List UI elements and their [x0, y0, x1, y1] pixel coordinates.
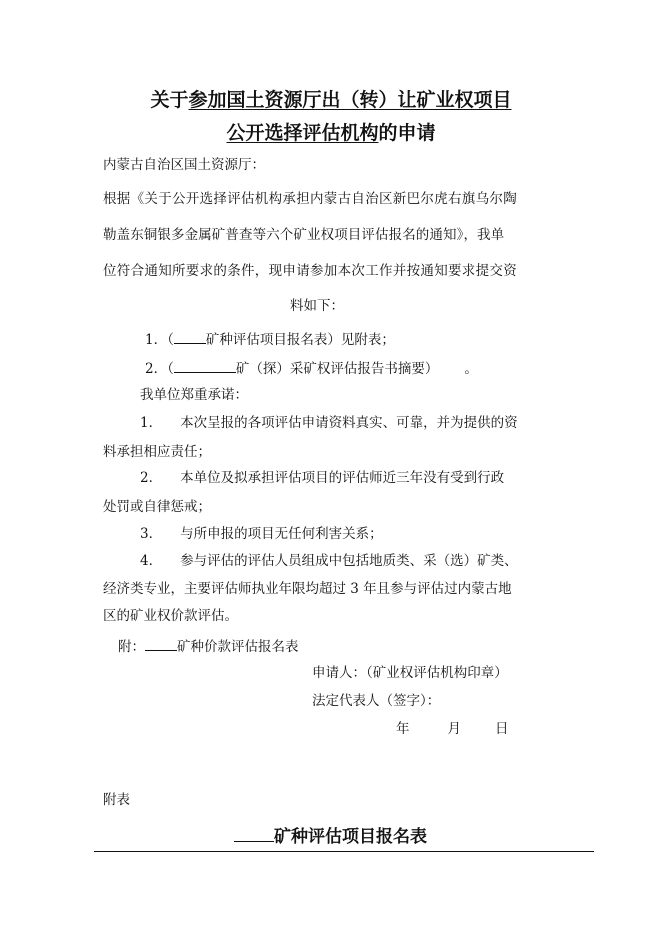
- title-underlined-2: 公开选择评估机构: [226, 122, 379, 144]
- pledge-2-line-2: 处罚或自律惩戒；: [103, 499, 211, 515]
- table-top-rule: [94, 851, 594, 852]
- pledge-4-line-3: 区的矿业权价款评估。: [103, 608, 238, 624]
- appendix-label: 附表: [103, 792, 130, 808]
- title-suffix: 的申请: [378, 122, 436, 144]
- pledge-4-line-2: 经济类专业，主要评估师执业年限均超过 3 年且参与评估过内蒙古地: [103, 581, 512, 597]
- intro-line-3: 位符合通知所要求的条件，现申请参加本次工作并按通知要求提交资: [103, 263, 517, 279]
- intro-line-1: 根据《关于公开选择评估机构承担内蒙古自治区新巴尔虎右旗乌尔陶: [103, 191, 517, 207]
- blank-underline: [145, 636, 177, 651]
- legal-rep-line: 法定代表人（签字）：: [312, 693, 441, 709]
- pledge-3-line-1: 3． 与所申报的项目无任何利害关系；: [140, 526, 383, 542]
- applicant-line: 申请人：（矿业权评估机构印章）: [312, 665, 508, 681]
- blank-underline: [174, 329, 206, 344]
- material-item-2: 2．（ 矿（探）采矿权评估报告书摘要） 。: [145, 358, 478, 378]
- date-day: 日: [495, 721, 509, 737]
- title-underlined-1: 参加国土资源厅出（转）让矿业权项目: [188, 89, 512, 111]
- pledge-1-line-1: 1． 本次呈报的各项评估申请资料真实、可靠，并为提供的资: [140, 415, 518, 431]
- date-month: 月: [447, 721, 461, 737]
- addressee: 内蒙古自治区国土资源厅：: [103, 157, 265, 173]
- title-line-1: [0, 88, 662, 112]
- attachment-note: 附： 矿种价款评估报名表: [118, 636, 299, 656]
- material-item-1: 1．（ 矿种评估项目报名表）见附表；: [145, 329, 395, 349]
- pledge-4-line-1: 4． 参与评估的评估人员组成中包括地质类、采（选）矿类、: [140, 553, 518, 569]
- date-line: [396, 720, 509, 738]
- intro-line-2: 勒盖东铜银多金属矿普查等六个矿业权项目评估报名的通知》，我单: [103, 227, 505, 243]
- pledge-1-line-2: 料承担相应责任；: [103, 444, 211, 460]
- intro-line-4: 料如下：: [290, 298, 344, 314]
- pledge-2-line-1: 2． 本单位及拟承担评估项目的评估师近三年没有受到行政: [140, 470, 505, 486]
- date-year: 年: [396, 721, 410, 737]
- blank-underline: [174, 358, 236, 373]
- title-line-2: [0, 121, 662, 145]
- pledge-heading: 我单位郑重承诺：: [140, 387, 248, 403]
- title-prefix: 关于: [150, 89, 189, 111]
- blank-underline: [234, 823, 274, 842]
- appendix-title: 矿种评估项目报名表: [234, 823, 427, 848]
